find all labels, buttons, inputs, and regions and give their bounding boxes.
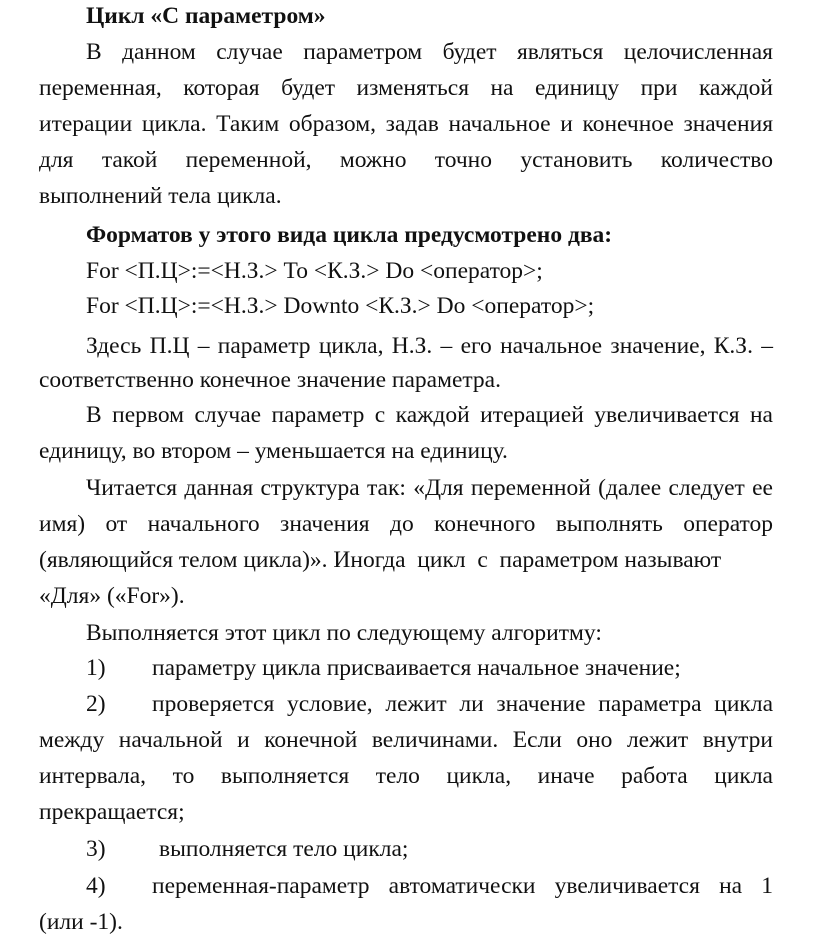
step-number: 3) — [86, 836, 106, 862]
step-number: 2) — [86, 691, 106, 717]
paragraph-line: соответственно конечное значение параметра. — [39, 367, 501, 393]
paragraph-line: (являющийся телом цикла)». Иногда цикл с параметром называют — [39, 547, 722, 573]
step-text: проверяется условие, лежит ли значение параметра цикла — [152, 691, 773, 717]
step-continuation: интервала, то выполняется тело цикла, иначе работа цикла — [39, 763, 773, 789]
step-number: 1) — [86, 655, 106, 681]
paragraph-line: переменная, которая будет изменяться на единицу при каждой — [39, 75, 773, 101]
paragraph-line: имя) от начального значения до конечного выполнять оператор — [39, 511, 773, 537]
step-text: параметру цикла присваивается начальное значение; — [152, 655, 681, 681]
step-continuation: прекращается; — [39, 799, 185, 825]
paragraph-line: Здесь П.Ц – параметр цикла, Н.З. – его начальное значение, К.З. – — [86, 333, 773, 359]
step-continuation: (или -1). — [39, 909, 123, 935]
step-number: 4) — [86, 873, 106, 899]
step-continuation: между начальной и конечной величинами. Если оно лежит внутри — [39, 727, 773, 753]
algorithm-intro: Выполняется этот цикл по следующему алгоритму: — [86, 620, 602, 646]
step-text: переменная-параметр автоматически увеличивается на 1 — [152, 873, 773, 899]
paragraph-line: «Для» («For»). — [39, 583, 185, 609]
paragraph-line: Читается данная структура так: «Для переменной (далее следует ее — [86, 475, 773, 501]
format-line: For <П.Ц>:=<Н.З.> Downto <К.З.> Do <оператор>; — [86, 293, 595, 319]
section-title: Цикл «С параметром» — [86, 3, 326, 29]
paragraph-line: единицу, во втором – уменьшается на единицу. — [39, 438, 508, 464]
paragraph-line: итерации цикла. Таким образом, задав начальное и конечное значения — [39, 111, 773, 137]
paragraph-line: для такой переменной, можно точно установить количество — [39, 147, 773, 173]
step-text: выполняется тело цикла; — [159, 836, 409, 862]
format-line: For <П.Ц>:=<Н.З.> To <К.З.> Do <оператор>; — [86, 258, 543, 284]
paragraph-line: выполнений тела цикла. — [39, 183, 282, 209]
paragraph-line: В данном случае параметром будет являться целочисленная — [86, 39, 773, 65]
formats-heading: Форматов у этого вида цикла предусмотрено два: — [86, 222, 613, 248]
paragraph-line: В первом случае параметр с каждой итерацией увеличивается на — [86, 402, 773, 428]
